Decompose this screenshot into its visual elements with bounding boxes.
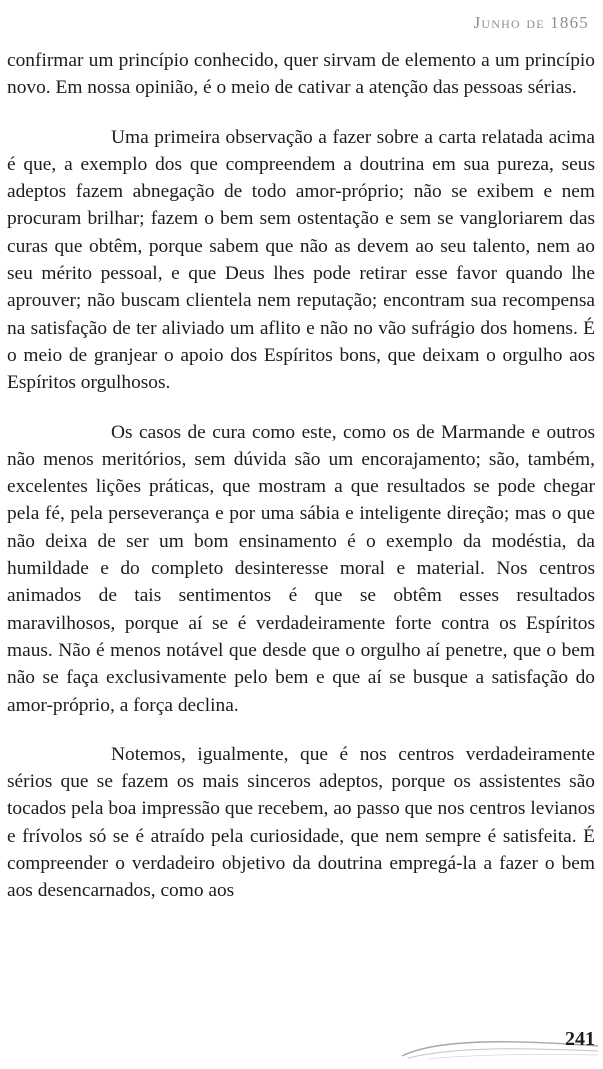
paragraph: Os casos de cura como este, como os de Marmande e outros não menos meritórios, sem dúvida são um encorajamento; são, também, excelentes lições práticas, que mostram a que resultados se pode chegar pela fé, pela perseverança e por uma sábia e inteligente direção; mas o que não deixa de ser um bom ensinamento é o exemplo da modéstia, da humildade e do completo desinteresse moral e material. Nos centros animados de tais sentimentos é que se obtêm esses resultados maravilhosos, porque aí se é verdadeiramente forte contra os Espíritos maus. Não é menos notável que desde que o orgulho aí penetre, que o bem não se faça exclusivamente pelo bem e que aí se busque a satisfação do amor-próprio, a força declina. [7,421,595,716]
body-text [7,47,595,927]
paragraph: Uma primeira observação a fazer sobre a carta relatada acima é que, a exemplo dos que compreendem a doutrina em sua pureza, seus adeptos fazem abnegação de todo amor-próprio; não se exibem e nem procuram brilhar; fazem o bem sem ostentação e sem se vangloriarem das curas que obtêm, porque sabem que não as devem ao seu talento, nem ao seu mérito pessoal, e que Deus lhes pode retirar esse favor quando lhe aprouver; não buscam clientela nem reputação; encontram sua recompensa na satisfação de ter aliviado um aflito e não no vão sufrágio dos homens. É o meio de granjear o apoio dos Espíritos bons, que deixam o orgulho aos Espíritos orgulhosos. [7,126,595,394]
paragraph: Notemos, igualmente, que é nos centros verdadeiramente sérios que se fazem os mais sinceros adeptos, porque os assistentes são tocados pela boa impressão que recebem, ao passo que nos centros levianos e frívolos só se é atraído pela curiosidade, que nem sempre é satisfeita. É compreender o verdadeiro objetivo da doutrina empregá-la a fazer o bem aos desencarnados, como aos [7,743,595,902]
running-header: Junho de 1865 [473,13,589,32]
page-number: 241 [565,1028,595,1050]
paragraph-continuation: confirmar um princípio conhecido, quer sirvam de elemento a um princípio novo. Em nossa opinião, é o meio de cativar a atenção das pessoas sérias. [7,50,595,99]
